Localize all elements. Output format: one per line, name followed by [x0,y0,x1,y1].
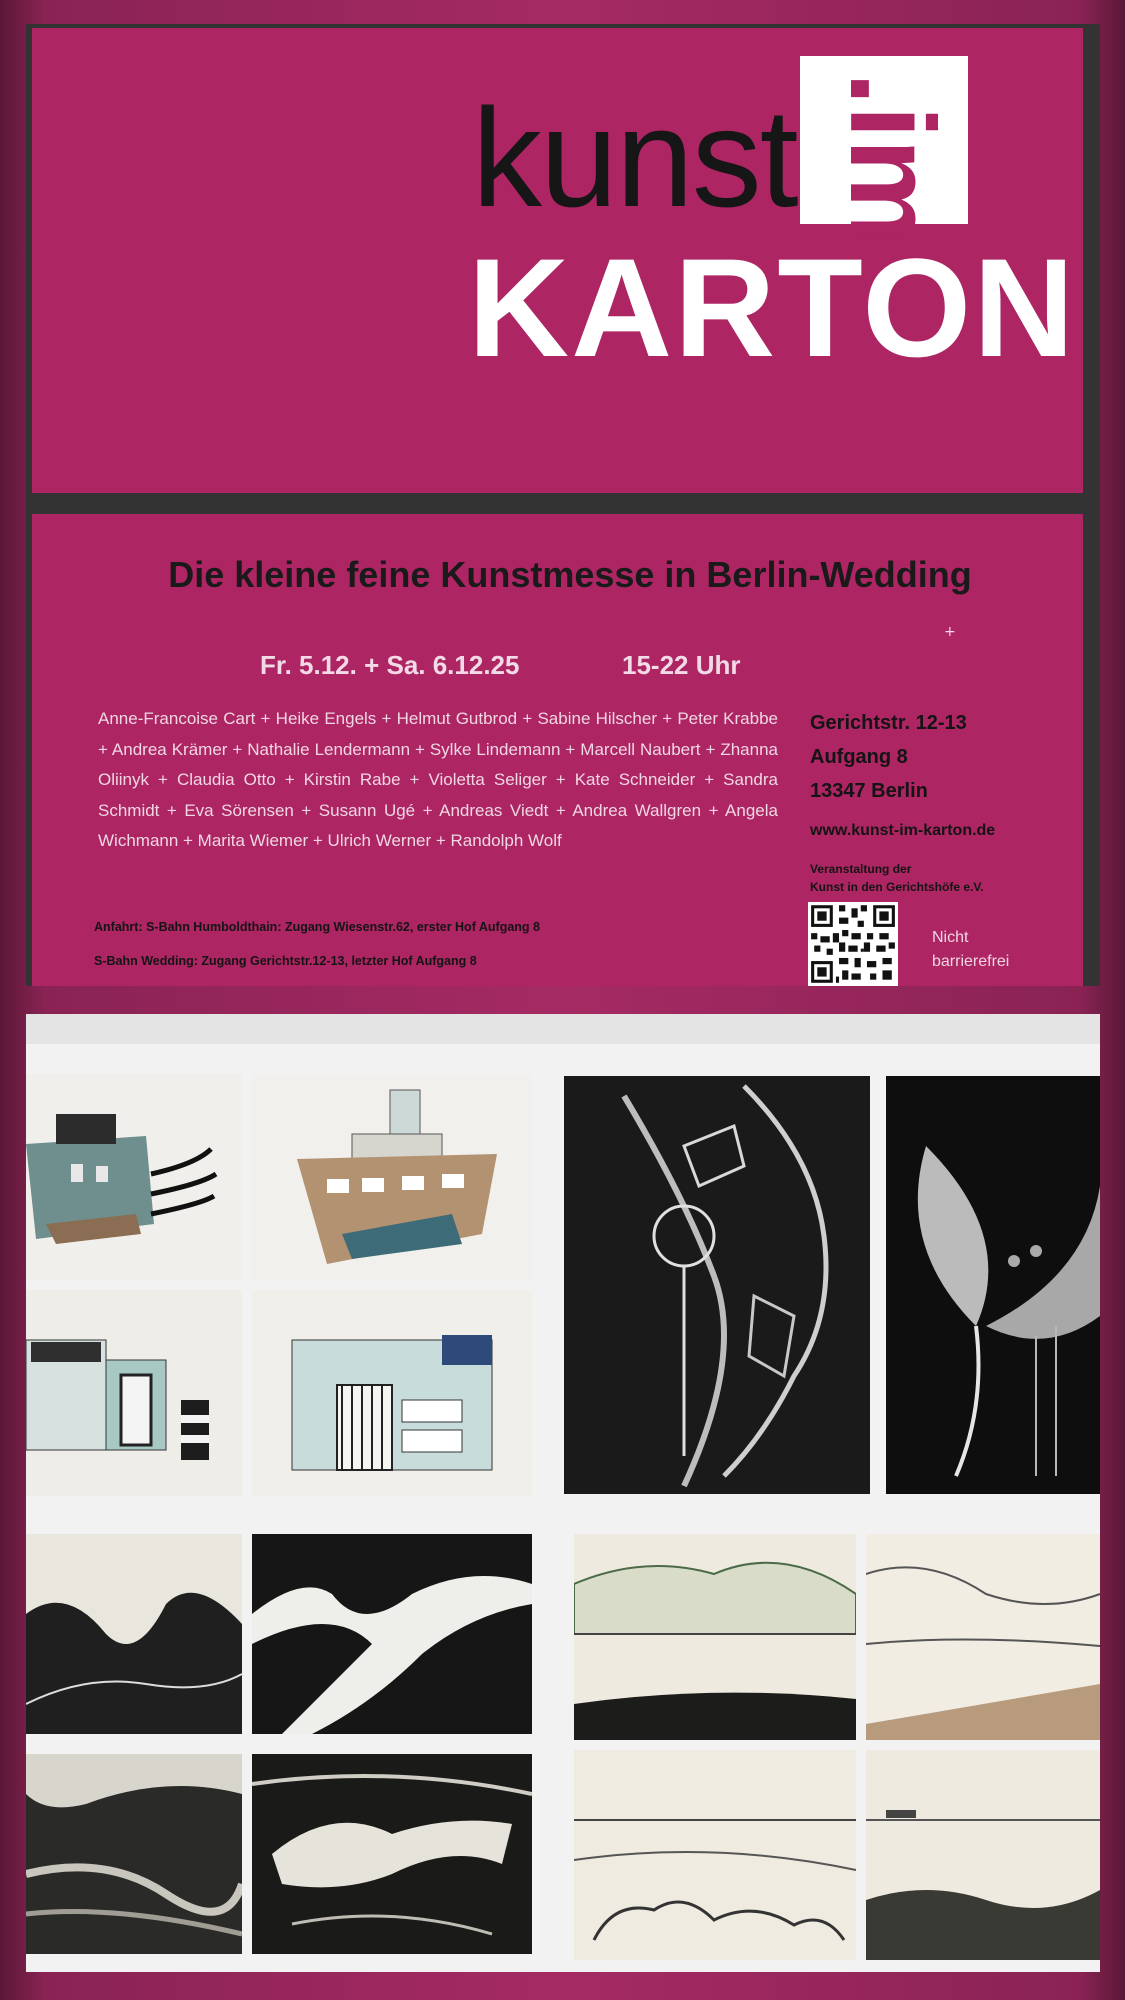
directions [94,910,540,978]
organizer-note [810,860,984,896]
artwork-botanical-print-2 [886,1076,1100,1494]
qr-code-icon[interactable] [808,902,898,986]
event-headline: Die kleine feine Kunstmesse in Berlin-Wedding [168,554,972,595]
accessibility-line-1: Nicht [932,929,969,946]
artwork-ship-1 [26,1074,242,1280]
artwork-ship-2 [252,1074,532,1280]
address-city: 13347 Berlin [810,780,928,802]
directions-line-2: S-Bahn Wedding: Zugang Gerichtstr.12-13, letzter Hof Aufgang 8 [94,954,477,968]
artwork-landscape-bw-3 [26,1754,242,1954]
artwork-gallery [26,1014,1100,1972]
address-entrance: Aufgang 8 [810,746,908,768]
organizer-line-2: Kunst in den Gerichtshöfe e.V. [810,880,984,894]
logo-panel [32,28,1083,493]
logo-im-box [800,56,968,246]
plus-mark: + [944,624,956,640]
logo-im-text: .im [825,72,959,246]
info-panel [32,514,1083,986]
event-dates: Fr. 5.12. + Sa. 6.12.25 [260,650,520,680]
artwork-landscape-bw-4 [252,1754,532,1954]
artwork-botanical-print-1 [564,1076,870,1494]
venue-address [810,706,967,808]
artwork-etching-1 [574,1534,856,1740]
logo-karton-text: KARTON [468,229,1077,386]
artwork-building-1 [26,1290,242,1496]
artwork-etching-3 [574,1750,856,1960]
event-hours: 15-22 Uhr [622,650,741,680]
artist-list: Anne-Francoise Cart + Heike Engels + Helmut Gutbrod + Sabine Hilscher + Peter Krabbe + Andrea Krämer + Nathalie Lendermann + Sylke Lindemann + Marcell Naubert + Zhanna Oliinyk + Claudia Otto + Kirstin Rabe + Violetta Seliger + Kate Schneider + Sandra Schmidt + Eva Sörensen + Susann Ugé + Andreas Viedt + Andrea Wallgren + Angela Wichmann + Marita Wiemer + Ulrich Werner + Randolph Wolf [98,709,778,850]
artwork-etching-2 [866,1534,1100,1740]
logo-kunst-text: kunst [472,79,797,236]
accessibility-line-2: barrierefrei [932,953,1010,970]
gallery-top-strip [26,1014,1100,1044]
artwork-building-2 [252,1290,532,1496]
address-street: Gerichtstr. 12-13 [810,712,967,734]
artwork-etching-4 [866,1750,1100,1960]
organizer-line-1: Veranstaltung der [810,862,912,876]
event-poster [26,24,1100,986]
accessibility-note [932,926,1009,974]
artwork-landscape-bw-1 [26,1534,242,1734]
artwork-landscape-bw-2 [252,1534,532,1734]
directions-line-1: Anfahrt: S-Bahn Humboldthain: Zugang Wiesenstr.62, erster Hof Aufgang 8 [94,920,540,934]
website-link[interactable]: www.kunst-im-karton.de [810,822,996,839]
